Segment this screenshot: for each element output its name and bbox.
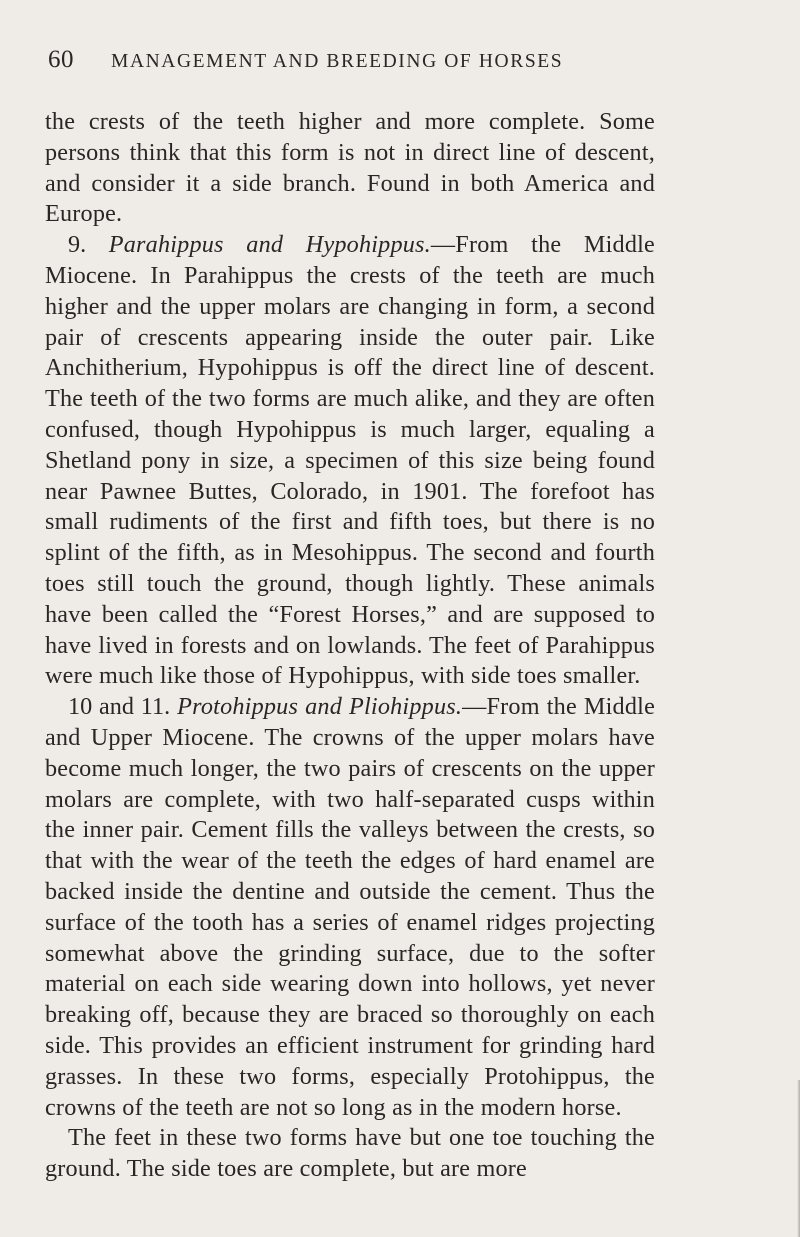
- paragraph-continuation: [45, 107, 655, 230]
- page-header: [48, 46, 698, 86]
- paragraph-text: —From the Middle Miocene. In Parahippus the crests of the teeth are much higher and the upper molars are changing in form, a second pair of crescents appearing inside the outer pair. Like Anchitherium, Hypohippus is off the direct line of descent. The teeth of the two forms are much alike, and they are often confused, though Hypohippus is much larger, equaling a Shetland pony in size, a specimen of this size being found near Pawnee Buttes, Colorado, in 1901. The forefoot has small rudiments of the first and fifth toes, but there is no splint of the fifth, as in Mesohippus. The second and fourth toes still touch the ground, though lightly. These animals have been called the “Forest Horses,” and are supposed to have lived in forests and on lowlands. The feet of Parahippus were much like those of Hypohippus, with side toes smaller.: [45, 231, 655, 690]
- section-title: Parahippus and Hypohippus.: [108, 231, 431, 259]
- paragraph-section-10-11: [45, 692, 655, 1123]
- running-head: MANAGEMENT AND BREEDING OF HORSES: [111, 51, 564, 72]
- section-number: 9.: [68, 231, 87, 259]
- paragraph-feet: [45, 1123, 655, 1185]
- paragraph-text: The feet in these two forms have but one toe touching the ground. The side toes are complete, but are more: [45, 1124, 655, 1183]
- section-title: Protohippus and Pliohippus.: [177, 693, 463, 721]
- page-number: 60: [48, 46, 74, 73]
- section-number: 10 and 11.: [68, 693, 171, 721]
- paragraph-section-9: [45, 230, 655, 692]
- paragraph-text: the crests of the teeth higher and more complete. Some persons think that this form is not in direct line of descent, and consider it a side branch. Found in both America and Europe.: [45, 108, 655, 228]
- body-text: [45, 107, 655, 1185]
- paragraph-text: —From the Middle and Upper Miocene. The crowns of the upper molars have become much longer, the two pairs of crescents on the upper molars are complete, with two half-separated cusps within the inner pair. Cement fills the valleys between the crests, so that with the wear of the teeth the edges of hard enamel are backed inside the dentine and outside the cement. Thus the surface of the tooth has a series of enamel ridges projecting somewhat above the grinding surface, due to the softer material on each side wearing down into hollows, yet never breaking off, because they are braced so thoroughly on each side. This provides an efficient instrument for grinding hard grasses. In these two forms, especially Protohippus, the crowns of the teeth are not so long as in the modern horse.: [45, 693, 656, 1121]
